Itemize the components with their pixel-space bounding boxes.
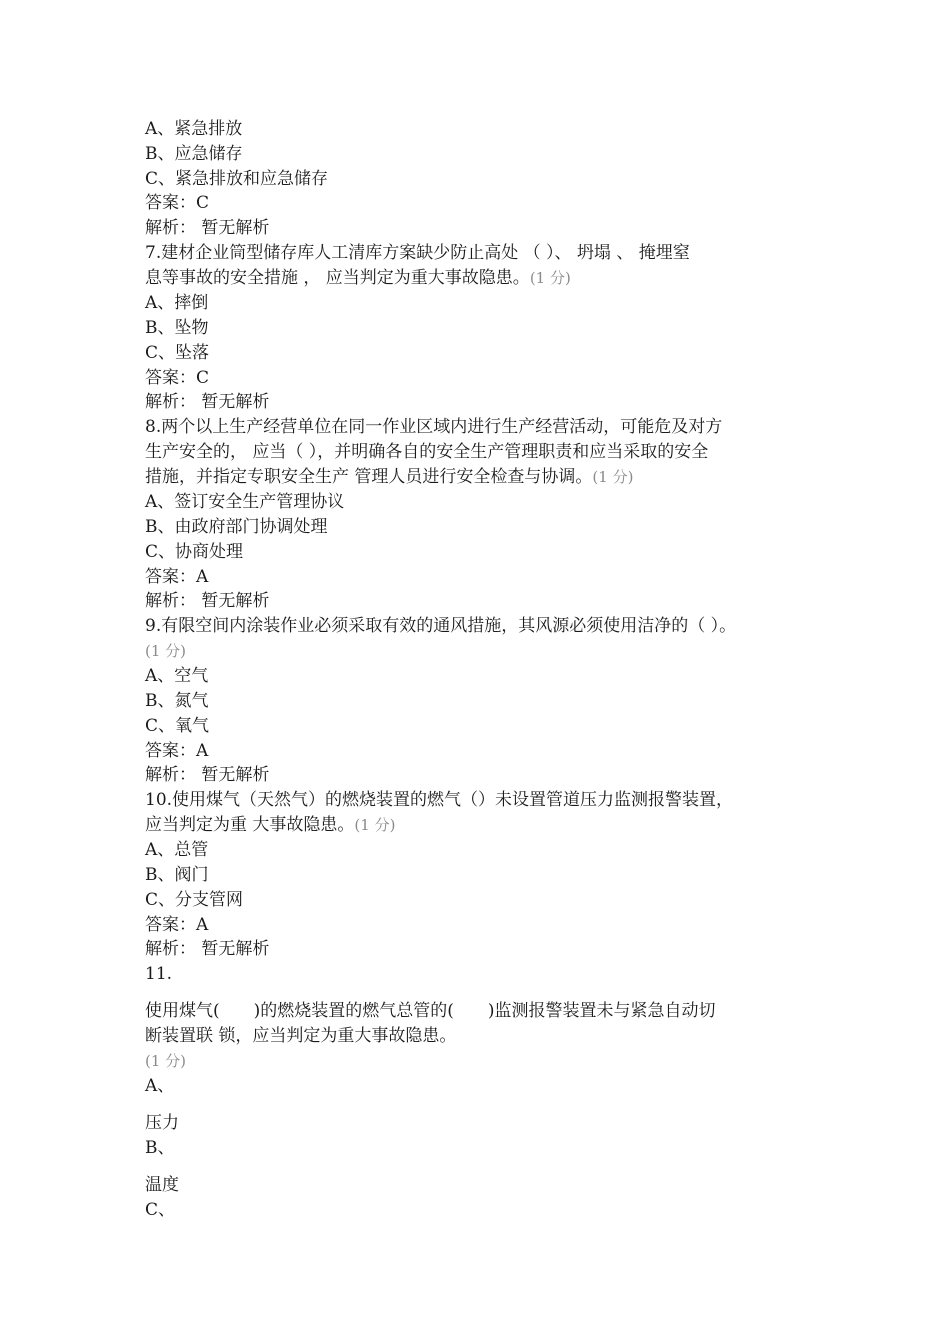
q8-answer: 答案：A — [145, 567, 209, 587]
q11-option-a-label: A、 — [145, 1076, 175, 1096]
q6-option-c: C、紧急排放和应急储存 — [145, 169, 329, 189]
q8-question-line-3 — [145, 466, 633, 488]
q9-analysis: 解析： 暂无解析 — [145, 765, 270, 785]
q8-option-b: B、由政府部门协调处理 — [145, 517, 328, 537]
q11-option-a-text: 压力 — [145, 1113, 179, 1133]
q8-analysis: 解析： 暂无解析 — [145, 591, 270, 611]
q8-question-line-2: 生产安全的， 应当（ ），并明确各自的安全生产管理职责和应当采取的安全 — [145, 442, 709, 462]
q7-question-text: 息等事故的安全措施 ， 应当判定为重大事故隐患。 — [145, 268, 530, 288]
q9-option-a: A、空气 — [145, 666, 209, 686]
q10-analysis: 解析： 暂无解析 — [145, 939, 270, 959]
q7-question-line-2 — [145, 267, 571, 289]
q9-score: (1 分) — [145, 642, 187, 660]
q9-question-line-1: 9.有限空间内涂装作业必须采取有效的通风措施，其风源必须使用洁净的（ ）。 — [145, 616, 737, 636]
q7-score: (1 分) — [529, 269, 571, 287]
q7-option-c: C、坠落 — [145, 343, 210, 363]
q8-score: (1 分) — [592, 468, 634, 486]
q11-option-c-label: C、 — [145, 1200, 176, 1220]
q8-question-text: 措施，并指定专职安全生产 管理人员进行安全检查与协调。 — [145, 467, 593, 487]
q7-analysis: 解析： 暂无解析 — [145, 392, 270, 412]
q9-answer: 答案：A — [145, 741, 209, 761]
q10-score: (1 分) — [354, 816, 396, 834]
q9-option-c: C、氧气 — [145, 716, 210, 736]
q7-option-b: B、坠物 — [145, 318, 209, 338]
q11-number: 11. — [145, 964, 173, 984]
q10-question-line-1: 10.使用煤气（天然气）的燃烧装置的燃气（）未设置管道压力监测报警装置， — [145, 790, 734, 810]
q10-answer: 答案：A — [145, 915, 209, 935]
q7-question-line-1: 7.建材企业筒型储存库人工清库方案缺少防止高处 （ ）、 坍塌 、 掩埋窒 — [145, 243, 690, 263]
q8-question-line-1: 8.两个以上生产经营单位在同一作业区域内进行生产经营活动，可能危及对方 — [145, 417, 723, 437]
q10-question-text: 应当判定为重 大事故隐患。 — [145, 815, 355, 835]
q11-option-b-text: 温度 — [145, 1175, 179, 1195]
q6-option-b: B、应急储存 — [145, 144, 243, 164]
q10-question-line-2 — [145, 814, 395, 836]
q11-question-line-1: 使用煤气( )的燃烧装置的燃气总管的( )监测报警装置未与紧急自动切 — [145, 1001, 716, 1021]
q10-option-a: A、总管 — [145, 840, 209, 860]
q9-option-b: B、氮气 — [145, 691, 209, 711]
q8-option-c: C、协商处理 — [145, 542, 244, 562]
q10-option-c: C、分支管网 — [145, 890, 244, 910]
q8-option-a: A、签订安全生产管理协议 — [145, 492, 345, 512]
q11-question-line-2: 断装置联 锁，应当判定为重大事故隐患。 — [145, 1026, 457, 1046]
q7-option-a: A、摔倒 — [145, 293, 209, 313]
q6-answer: 答案：C — [145, 193, 210, 213]
q10-option-b: B、阀门 — [145, 865, 209, 885]
q6-analysis: 解析： 暂无解析 — [145, 218, 270, 238]
q6-option-a: A、紧急排放 — [145, 119, 243, 139]
q11-option-b-label: B、 — [145, 1138, 175, 1158]
q7-answer: 答案：C — [145, 368, 210, 388]
q11-score: (1 分) — [145, 1052, 187, 1070]
